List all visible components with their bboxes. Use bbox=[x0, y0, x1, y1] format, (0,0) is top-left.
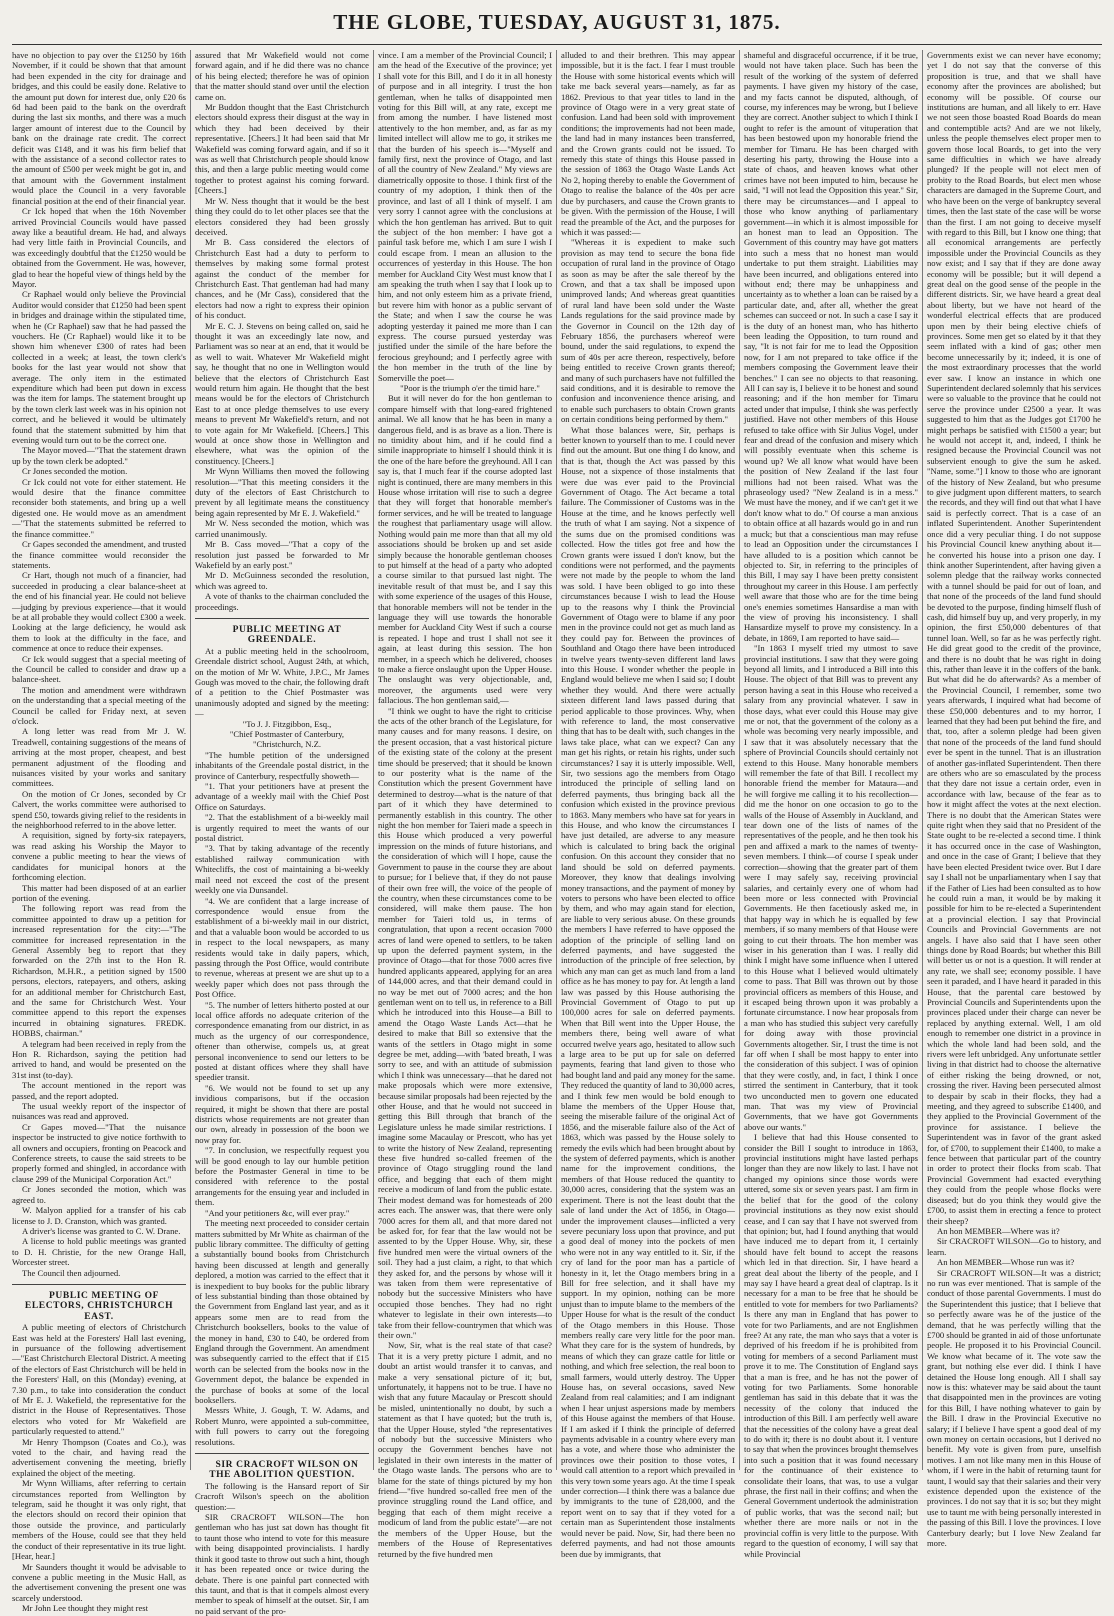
paragraph: What those balances were, Sir, perhaps is better known to yourself than to me. I could never find out the amount. But one thing I do know, and that is that, though the Act was passed by this House, not a sixpence of those instalments that were due was ever paid to the Provincial Government of Otago. The Act became a total failure. The Commissioner of Customs was in the House at the time, and he knows perfectly well the truth of what I am saying. Not a sixpence of the sums due on the promised conditions was collected. How the titles got free and how the Crown grants were issued I don't know, but the conditions were not performed, and the payments were not made by the people to whom the land was sold. I have been obliged to go into these circumstances because I wish to lead the House up to the reasons why I think the Provincial Government of Otago were to blame if any poor men in the province could not get as much land as they could pay for. Between the provinces of Southland and Otago there have been introduced in twelve years twenty-seven different land laws into this House. I wonder whether the people in England would believe me when I said so; I doubt whether they would. And there were actually sixteen different land laws passed during that period applicable to those provinces. Why, when with reference to land, the most conservative thing that has to be dealt with, such changes in the laws take place, what can we expect? Can any man get his rights, or retain his rights, under such circumstances? I say it is utterly impossible. Well, Sir, two sessions ago the members from Otago introduced the principle of selling land on deferred payments, thus bringing back all the confusion which existed in the province previous to 1863. Many members who have sat for years in this House, and who know the circumstances I have just detailed, are adverse to any measure which is calculated to bring back the original confusion. On this account they consider that no land should be sold on deferred payments. Moreover, they know that dealings involving money transactions, and the payment of money by voters to persons who have been elected to office by them, and who may again stand for election, are liable to very serious abuse. On these grounds the members I have referred to have opposed the adoption of the principle of selling land on deferred payments, and have suggested the introduction of the principle of free selection, by which any man can get as much land from a land office as he has money to pay for. At length a land law was passed by this House authorising the Provincial Government of Otago to put up 100,000 acres for sale on deferred payments. When that Bill went into the Upper House, the members there, being well aware of what occurred twelve years ago, hesitated to allow such a large area to be put up for sale on deferred payments, fearing that land given to those who had bought land and paid any money for the same. They reduced the quantity of land to 30,000 acres, and I think few men would be bold enough to blame the members of the Upper House that, seeing the miserable failure of the original Act of 1856, and the miserable failure also of the Act of 1863, which was passed by the House solely to remedy the evils which had been brought about by the system of deferred payments, which is another name for the improvement conditions, the members of that House reduced the quantity to 30,000 acres, considering that the system was an experiment. There is not the least doubt that the sale of land under the Act of 1856, in Otago—under the improvement clauses—inflicted a very severe pecuniary loss upon that province, and put a good deal of money into the pockets of men who were not in any way entitled to it. Sir, if the cry of land for the poor man has a particle of honesty in it, let the Otago members bring in a Bill for free selection, and it shall have my support. In my opinion, nothing can be more unjust than to impute blame to the members of the Upper House for what is the result of the conduct of the Otago members in this House. Those members really care very little for the poor man. What they care for is the system of hundreds, by means of which they can graze cattle for little or nothing, and which free selection, the real boon to small farmers, would utterly destroy. The Upper House has, on several occasions, saved New Zealand from real calamities; and I am indignant when I hear unjust aspersions made by members of this House against the members of that House. If I am asked if I think the principle of deferred payments advisable in a country where every man has a vote, and where those who administer the provinces owe their position to those votes, I would call attention to a report which prevailed in this very town some years ago. At the time I speak under correction—I think there was a balance due by immigrants to the tune of £28,000, and the report went on to say that if they voted for a certain man as Superintendent those instalments would never be paid. Now, Sir, had there been no deferred payments, and had not those amounts been due by immigrants, that bbox=[561, 424, 735, 1559]
paragraph: The Council then adjourned. bbox=[22, 1267, 121, 1278]
paragraph: "5. The number of letters hitherto posted at our local office affords no adequate criterion of the correspondence emanating from our district, in as much as the urgency of our correspondence, oftener than otherwise, compels us, at great personal inconvenience to send our letters to be posted at distant offices where they shall have speedier transit. bbox=[195, 999, 369, 1083]
paragraph: Mr D. McGuinness seconded the resolution, which was agreed to. bbox=[195, 570, 369, 591]
paragraph: have no objection to pay over the £1250 by 16th November, if it could be shown that that amount had been expended in the city for drainage and bridges, and this could be easily done. Relative to the amount put down for interest due, only £20 6s 6d had been paid to the bank on the overdraft during the last six months, and there was a much larger amount of interest due to the Council by bank on the drainage rate credit. The correct deficit was £148, and it was his firm belief that with the assistance of a second collector rates to the amount of £500 per week might be got in, and that amount with the Government instalment would place the Council in a very favorable financial position at the end of their financial year. bbox=[12, 50, 186, 206]
paragraph: Mr B. Cass moved—"That a copy of the resolution just passed be forwarded to Mr Wakefield by an early post." bbox=[195, 539, 369, 570]
paragraph: "4. We are confident that a large increase of correspondence would ensue from the establishment of a bi-weekly mail in our district, and that a valuable boon would be accorded to us in respect to the local newspapers, as many residents would take in daily papers, which, passing through the Post Office, would contribute to revenue, whereas at present we are shut up to a weekly paper which does not pass through the Post Office. bbox=[195, 895, 369, 1000]
paragraph: At a public meeting held in the schoolroom, Greendale district school, August 24th, at which, on the motion of Mr W. White, J.P.C., Mr James Gough was moved to the chair, the following draft of a petition to the Chief Postmaster was unanimously adopted and signed by the meeting:— bbox=[195, 645, 369, 719]
paragraph: Now, Sir, what is the real state of that case? That it is a very pretty picture I admit, and no doubt an artist would transfer it to canvas, and make a very sensational picture of it; but, unfortunately, it happens not to be true. I have no wish that any future Macaulay or Prescott should be misled, unintentionally no doubt, by such a statement as that I have quoted; but the truth is, that the Upper House, styled "the representatives of nobody but the successive Ministers who occupy the Government benches have not legislated in their own interests in the matter of the Otago waste lands. The persons who are to blame for the state of things pictured by my hon friend—"five hundred so-called free men of the province struggling round the Land office, and begging that each of them might receive a modicum of land from the public estate"—are not the members of the Upper House, but the members of the House of Representatives returned by the five hundred men bbox=[378, 1340, 552, 1559]
column-4 bbox=[561, 50, 735, 1559]
section-heading: SIR CRACROFT WILSON ON THE ABOLITION QUESTION. bbox=[209, 1460, 359, 1481]
section-rule bbox=[195, 1453, 369, 1454]
paragraph: A requisition, signed by forty-six ratepayers, was read asking his Worship the Mayor to convene a public meeting to hear the views of candidates for municipal honors at the forthcoming election. bbox=[12, 830, 186, 883]
paragraph: The meeting next proceeded to consider certain matters submitted by Mr White as chairman of the public library committee. The difficulty of getting a substantially bound books from Christchurch having been discussed at length and generally deplored, a motion was carried to the effect that it is inexpedient to buy books for the public library of less substantial binding than those obtained by the Government from England last year, and as it appears some men are to read from the Christchurch booksellers, books to the value of the money in hand, £30 to £40, be ordered from England through the Government. An amendment was subsequently carried to the effect that if £15 worth can be selected from the books now in the Government depot, the balance be expended in the purchase of books at some of the local booksellers. bbox=[195, 1218, 369, 1405]
paragraph: vince. I am a member of the Provincial Council; I am the head of the Executive of the province; yet I shall vote for this Bill, and I do it in all honesty of purpose and in all integrity. I trust the hon gentleman, when he talks of disappointed men voting for this Bill will, at any rate, except me from among the number. I have listened most attentively to the hon member, and, as far as my limited intellect will allow me to go, it strikes me that the burden of his speech is—"Myself and family first, next the province of Otago, and last of all the country of New Zealand." My views are diametrically opposite to those. I think first of the country of my adoption, I think then of the province, and last of all I think of myself. I am very sorry I cannot agree with the conclusions at which the hon gentleman has arrived. But to quit the subject of the hon member: I have got a painful task before me, which I am sure I wish I could escape from. I mean an allusion to the occurrences of yesterday in this House. The hon member for Auckland City West must know that I am speaking the truth when I say that I look up to him, and not only esteem him as a private friend, but revere him with honor as a public servant of the State; and when I saw the course he was adopting yesterday it pained me more than I can express. The course pursued yesterday was justified under the simile of the hare before the ferocious greyhound; and I perfectly agree with the hon member in the truth of the line by Somerville the poet— bbox=[378, 50, 552, 383]
paragraph: The following is the Hansard report of Sir Cracroft Wilson's speech on the abolition question:— bbox=[195, 1480, 369, 1512]
masthead-rule bbox=[12, 44, 1102, 45]
paragraph: Mr Wynn Williams, after referring to certain circumstances reported from Wellington by telegram, said he thought it was only right, that the electors should on record their opinion that those outside the province, and particularly members of the House, could see that they held the conduct of their representative in its true light. [Hear, hear.] bbox=[12, 1478, 186, 1562]
paragraph: alluded to and their brethren. This may appear impossible, but it is the fact. I fear I must trouble the House with some historical events which will take me back several years—namely, as far as 1862. Previous to that year titles to land in the province of Otago were in a very great state of confusion. Land had been sold with improvement conditions; the improvements had not been made, the land had in many instances been transferred, and the Crown grants could not be issued. To remedy this state of things this House passed in the session of 1863 the Otago Waste Lands Act No 2, hoping thereby to enable the Government of Otago to realise the balance of the 40s per acre due by purchasers, and cause the Crown grants to be given. With the permission of the House, I will read the preamble of the Act, and the purposes for which it was passed:— bbox=[561, 50, 735, 237]
masthead bbox=[0, 0, 1114, 40]
paragraph: A public meeting of electors of Christchurch East was held at the Foresters' Hall last evening, in pursuance of the following advertisement—"East Christchurch Electoral District. A meeting of the electors of East Christchurch will be held in the Foresters' Hall, on this (Monday) evening, at 7.30 p.m., to take into consideration the conduct of Mr E. J. Wakefield, the representative for the district in the House of Representatives. Those electors who voted for Mr Wakefield are particularly requested to attend." bbox=[12, 1322, 186, 1437]
paragraph: Messrs White, J. Gough, T. W. Adams, and Robert Munro, were appointed a sub-committee, with full powers to carry out the foregoing resolutions. bbox=[195, 1405, 369, 1447]
paragraph: Sir CRACROFT WILSON—Go to history, and learn. bbox=[927, 1236, 1101, 1257]
section-heading: PUBLIC MEETING AT GREENDALE. bbox=[232, 624, 342, 646]
paragraph: The following report was read from the committee appointed to draw up a petition for increased representation for the city:—"The committee for increased representation in the General Assembly beg to report that they forwarded on the 27th inst to the Hon R. Richardson, M.H.R., a petition signed by 1500 persons, electors, ratepayers, and others, asking for an additional member for Christchurch East, and the same for Christchurch West. Your committee append to this report the expenses incurred in obtaining signatures. FREDK. HOBBS, chairman." bbox=[12, 903, 186, 1039]
paragraph: Sir CRACROFT WILSON—It was a district; no run was ever mentioned. That is sample of the conduct of those parental Governments. I must do the Superintendent this justice; that I believe that so perfectly aware was he of the justice of the demand, that he was perfectly willing that the £700 should be granted in aid of those unfortunate people. He proposed it to his Provincial Council. We know what became of it. The vote saw the grant, but nothing else ever did. I think I have detained the House long enough. All I shall say now is this: whatever may be said about the taunt that disappointed men in the provinces are voting for this Bill, I have nothing whatever to gain by the Bill. I draw in the Provincial Executive no salary; if I believe I have spent a good deal of my own money on certain occasions, but I derived no benefit. My vote is given from pure, unselfish motives. I am not like many men in this House of whom, if I were in the habit of returning taunt for taunt, I would say that their salaries and their very existence depended upon the existence of the provinces. I do not say that it is so; but they might use to taunt me with being personally interested in the passing of this Bill. I love the provinces. I love Canterbury dearly; but I love New Zealand far more. bbox=[927, 1267, 1101, 1549]
quote-line: "Poor is the triumph o'er the timid hare." bbox=[400, 383, 540, 393]
paragraph: "And your petitioners &c, will ever pray." bbox=[205, 1207, 350, 1218]
paragraph: The motion and amendment were withdrawn on the understanding that a special meeting of the Council be called for Friday next, at seven o'clock. bbox=[12, 684, 186, 726]
address-line: "Chief Postmaster of Canterbury, bbox=[229, 729, 345, 739]
paragraph: Mr John Lee thought they might rest bbox=[22, 1603, 149, 1614]
column-2 bbox=[195, 50, 369, 1616]
paragraph: Cr Gapes seconded the amendment, and trusted the finance committee would reconsider the statements. bbox=[12, 539, 186, 570]
paragraph: "Whereas it is expedient to make such provision as may tend to secure the bona fide occupation of rural land in the province of Otago as soon as may be after the sale thereof by the Crown, and that a tax shall be imposed upon unimproved lands; And whereas great quantities of rural land have been sold under the Waste Lands regulations for the said province made by the Governor in Council on the 12th day of February 1856, the purchasers whereof were bound, under the said regulations, to expend the sum of 40s per acre thereon, respectively, before being entitled to receive Crown grants thereof; and many of such purchasers have not fulfilled the said conditions, and it is desirable to remove the confusion and inconvenience thence arising, and to enable such purchasers to obtain Crown grants on certain conditions being performed by them." bbox=[561, 237, 735, 425]
address-line: "To J. J. Fitzgibbon, Esq., bbox=[242, 718, 332, 729]
paragraph: "1. That your petitioners have at present the advantage of a weekly mail with the Chief Post Office on Saturdays. bbox=[195, 781, 369, 812]
section-rule bbox=[12, 1284, 186, 1285]
paragraph: A telegram had been received in reply from the Hon R. Richardson, saying the petition had arrived to hand, and would be presented on the 31st inst (to-day). bbox=[12, 1038, 186, 1080]
paragraph: Cr Ick could not vote for either statement. He would desire that the finance committee reconsider both statements, and bring up a well digested one. He would move as an amendment—"That the statements submitted be referred to the finance committee." bbox=[12, 476, 186, 539]
column-rule bbox=[922, 50, 923, 1470]
paragraph: Cr Jones seconded the motion. bbox=[22, 466, 128, 477]
paragraph: The Mayor moved—"That the statement drawn up by the town clerk be adopted." bbox=[12, 445, 186, 466]
paragraph: But it will never do for the hon gentleman to compare himself with that long-eared frightened animal. We all know that he has been in many a dangerous field, and is as brave as a lion. There is no timidity about him, and if he could find a simile inappropriate to himself I should think it is the one of the hare before the greyhound. All I can say is, that I much fear if the course adopted last night is continued, there are many members in this House whose irritation will rise to such a degree that they will forget that honorable member's former services, and he will be treated to language the roughest that parliamentary usage will allow. Nothing would pain me more than that all my old associations should be broken up and set aside simply because the honorable gentleman chooses to put himself at the head of a party who adopted a course similar to that pursued last night. The inevitable result of that must be, and I say this with some experience of the usages of this House, that honorable members will not be tender in the language they will use towards the honorable member for Auckland City West if such a course is repeated. I hope and trust I shall not see it again, at least during this session. The hon member, in a speech which he delivered, chooses to make a fierce onslaught upon the Upper House. The onslaught was very objectionable, and, moreover, the arguments used were very fallacious. The hon gentleman said,— bbox=[378, 393, 552, 706]
paragraph: A license to hold public meetings was granted to D. H. Christie, for the new Orange Hall, Worcester street. bbox=[12, 1236, 186, 1268]
paragraph: "The humble petition of the undersigned inhabitants of the Greendale postal district, in the province of Canterbury, respectfully showeth— bbox=[195, 749, 369, 781]
address-line: "Christchurch, N.Z. bbox=[253, 739, 321, 750]
masthead-title: THE GLOBE, TUESDAY, AUGUST 31, 1875. bbox=[333, 10, 781, 34]
column-rule bbox=[556, 50, 557, 1470]
paragraph: I believe that had this House consented to consider the Bill I sought to introduce in 1863, provincial institutions might have lasted perhaps longer than they are now likely to last. I have not changed my opinions since those words were uttered, some six or seven years past. I am firm in the belief that for the good of the colony provincial institutions as they now exist should cease, and I can say that I have not swerved from that opinion; but, had I found anything that would have induced me to depart from it, I certainly should have felt bound to accept the reasons which led in that direction. Sir, I have heard a great deal about the liberty of the people, and I may say I have heard a great deal of claptrap. Is it necessary for a man to be free that he should be entitled to vote for members for two Parliaments? Is there any man in England that has power to vote for two Parliaments, and are not Englishmen free? At any rate, the man who says that a voter is deprived of his freedom if he is prohibited from voting for members of a second Parliament must prove it to me. The Constitution of England says that a man is free, and he has not the power of voting for two Parliaments. Some honorable gentleman has said in this debate that it was the necessity of the colony that induced the introduction of this Bill. I am perfectly well aware that the necessities of the colony have a great deal to do with it; there is no doubt about it. I venture to say that when the provinces brought themselves into such a position that it was found necessary for the continuance of their existence to consolidate their loans, that was, to use a vulgar phrase, the first nail in their coffins; and when the General Government undertook the administration of public works, that was the second nail; but whether there are more nails or not in the provincial coffin is very little to the purpose. With regard to the question of economy, I will say that while Provincial bbox=[744, 1132, 918, 1559]
paragraph: Mr W. Ness thought that it would be the best thing they could do to let other places see that the electors considered they had been grossly deceived. bbox=[195, 195, 369, 237]
paragraph: Cr Hart, though not much of a financier, had succeeded in producing a clear balance-sheet at the end of his financial year. He could not believe—judging by previous experience—that it would be at all probable they would collect £300 a week. Looking at the large deficiency, he would ask them to look at the difficulty in the face, and commence at once to reduce their expenses. bbox=[12, 570, 186, 654]
paragraph: A vote of thanks to the chairman concluded the proceedings. bbox=[195, 591, 369, 612]
paragraph: assured that Mr Wakefield would not come forward again, and if he did there was no chance of his being elected; therefore he was of opinion that the matter should stand over until the election came on. bbox=[195, 50, 369, 102]
paragraph: Mr Saunders thought it would be advisable to convene a public meeting in the Music Hall, as the advertisement convening the present one was scarcely understood. bbox=[12, 1561, 186, 1603]
paragraph: Cr Ick would suggest that a special meeting of the Council be called to consider and draw up a balance-sheet. bbox=[12, 653, 186, 685]
column-1 bbox=[12, 50, 186, 1614]
paragraph: Cr Raphael would only believe the Provincial Auditor would consider that £1250 had been spent in bridges and drainage within the stipulated time, when he (Cr Raphael) saw that he had passed the vouchers. He (Cr Raphael) would like it to be shown him whenever £300 of rates had been collected in a week; at least, the town clerk's books for the last year would not show that average. The only item in the estimated expenditure which had been put down in excess was the item for lamps. The statement brought up by the town clerk last week was in his opinion not correct, and he believed it would be ultimately found that the statement submitted by him that evening would turn out to be the correct one. bbox=[12, 289, 186, 446]
paragraph: Mr Wynn Williams then moved the following resolution—"That this meeting considers it the duty of the electors of East Christchurch to prevent by all legitimate means the constituency being again represented by Mr E. J. Wakefield." bbox=[195, 466, 369, 518]
section-heading: PUBLIC MEETING OF ELECTORS, CHRISTCHURCH EAST. bbox=[24, 1290, 174, 1322]
column-rule bbox=[373, 50, 374, 1470]
paragraph: Mr Henry Thompson (Coates and Co.), was voted to the chair, and having read the advertisement convening the meeting, briefly explained the object of the meeting. bbox=[12, 1436, 186, 1478]
paragraph: An hon MEMBER—Where was it? bbox=[937, 1225, 1060, 1236]
paragraph: Mr W. Ness seconded the motion, which was carried unanimously. bbox=[195, 518, 369, 539]
paragraph: "3. That by taking advantage of the recently established railway communication with Whitecliffs, the cost of maintaining a bi-weekly mail need not exceed the cost of the present weekly one via Dunsandel. bbox=[195, 843, 369, 896]
paragraph: W. Malyon applied for a transfer of his cab license to J. D. Cranston, which was granted. bbox=[12, 1205, 186, 1226]
columns bbox=[12, 50, 1102, 1616]
paragraph: Mr B. Cass considered the electors of Christchurch East had a duty to perform to themselves by making some formal protest against the conduct of the member for Christchurch East. That gentleman had had many chances, and he (Mr Cass), considered that the electors had now a right to express their opinion of his conduct. bbox=[195, 237, 369, 321]
paragraph: Cr Gapes moved—"That the nuisance inspector be instructed to give notice forthwith to all owners and occupiers, fronting on Peacock and Conference streets, to cause the said streets to be properly formed and shingled, in accordance with clause 299 of the Municipal Corporation Act." bbox=[12, 1121, 186, 1184]
column-rule bbox=[190, 50, 191, 1470]
column-rule bbox=[739, 50, 740, 1470]
paragraph: Governments exist we can never have economy; yet I do not say that the converse of this proposition is true, and that we shall have economy after the provinces are abolished; but economy will be possible. Of course our institutions are human, and all likely to err. Have we not seen those boasted Road Boards do mean and contemptible acts? And are we not likely, unless the people themselves elect proper men to govern those local Boards, to get into the very same difficulties in which we have already plunged? If the people will not elect men of probity to the Road Boards, but elect men whose characters are damaged in the Supreme Court, and who have been on the verge of bankruptcy several times, then the last state of the case will be worse than the first. I am not going to deceive myself with regard to this Bill, but I know one thing; that all economical arrangements are perfectly impossible under the Provincial Councils as they now exist; and I say that if they are done away economy will be possible; but it will depend a great deal on the good sense of the people in the different districts. Sir, we have heard a great deal about liberty, but we have not heard of the wonderful electrical effects that are produced upon men by their being elective chiefs of provinces. Some men get so elated by it that they seem inflated with a kind of gas; other men become unnecessarily by it; indeed, it is one of the most extraordinary processes that the world ever saw. I know an instance in which one Superintendent declared solemnly that his services were so valuable to the province that he could not serve the province under £2500 a year. It was suggested to him that as the Judges got £1700 he might perhaps be satisfied with £1500 a year; but he would not accept it, and, indeed, I think he resigned because the Provincial Council was not subservient enough to give the sum he asked. "Name, some."] I know to those who are ignorant of the history of New Zealand, but who presume to give judgment upon different matters, to search the records, and they will find out that what I have said is perfectly correct. That is a case of an inflated Superintendent. Another Superintendent once did a very peculiar thing. I do not suppose his Provincial Council knew anything about it—he converted his house into a prison one day. I think another Superintendent, after having given a solemn pledge that the railway works connected with a tunnel should be paid for out of loan, and that none of the proceeds of the land fund should be devoted to the purpose, finding himself flush of cash, did himself buy up, and very properly, in my opinion, the first £50,000 debentures of that tunnel loan. Well, so far as he was perfectly right. He did great good to the credit of the province, and there is no doubt that he was right in doing this, rather than leave it in the coffers of the bank. But what did he do afterwards? As a member of the Provincial Council, I remember, some two years afterwards, I inquired what had become of these £50,000 debentures and to my horror, I learned that they had been put behind the fire, and that, too, after a solemn pledge had been given that none of the proceeds of the land fund should ever be spent in the tunnel. That is an illustration of another gas-inflated Superintendent. Then there are others who are so emasculated by the process that they dare not issue a certain order, even in accordance with law, because of the fear as to how it might affect the votes at the next election. There is no doubt that the American States were quite right when they said that no President of the State ought to be re-elected a second time. I think it has occurred once in the case of Washington, and once in the case of Grant; I believe that they have been elected President twice over. But I dare say I shall not be unparliamentary when I say that if the Father of Lies had been consulted as to how he could ruin a man, it would be by making it possible for him to be re-elected a Superintendent at a provincial election. I say that Provincial Councils and Provincial Governments are not angels. I have also said that I have seen other things done by Road Boards; but whether this Bill will better us or not is a question. It will render at any rate, we shall see; economy possible. I have seen it paraded, and I have heard it paraded in this House, that the parental care bestowed by Provincial Councils and Superintendents upon the provinces placed under their charge can never be replaced by anything external. Well, I am old enough to remember one district in a province in which the whole land had been sold, and the rivers were left unbridged. Any unfortunate settler living in that district had to choose the alternative of either risking the being drowned, or not, crossing the river. Having been persecuted almost to despair by scab in their flocks, they had a meeting, and they agreed to subscribe £1400, and they applied to the Provincial Government of the province for assistance. I believe the Superintendent was in favor of the grant asked for, of £700, to supplement their £1400, to make a fence between that particular part of the country in order to protect their flocks from scab. That Provincial Government had exacted everything they could from the people whose flocks were diseased; but do you think they would give the £700, to assist them in erecting a fence to protect their sheep? bbox=[927, 50, 1101, 1226]
paragraph: shameful and disgraceful occurrence, if it be true, would not have taken place. Such has been the result of the working of the system of deferred payments. I have given my history of the case, and my facts cannot be disputed, although, of course, my inferences may be wrong, but I believe they are correct. Another subject to which I think I ought to refer is the amount of vituperation that has been bestowed upon my honorable friend the member for Timaru. He has been charged with deserting his party, throwing the House into a state of chaos, and heaven knows what other crimes have not been imputed to him, because he said, "I will not lead the Opposition this year." Sir, there may be circumstances—and I appeal to those who know anything of parliamentary government—in which it is almost impossible for an honest man to lead an Opposition. The Government of this country may have got matters into such a mess that no honest man would undertake to put them straight. Liabilities may have been incurred, and obligations entered into without end; there may be unhappiness and uncertainty as to whether a loan can be raised by a particular date, and, after all, whether the great schemes can succeed or not. In such a case I say it is the duty of an honest man, who has hitherto been leading the Opposition, to turn round and say, "It is not fair for me to lead the Opposition now, for I am not prepared to take office if the members composing the Government leave their benches." I can see no objects to that reasoning. All I can say is, I believe it to be honest and sound reasoning; and if the hon member for Timaru acted under that impulse, I think she was perfectly justified. Have not other members of this House refused to take office with Sir Julius Vogel, under fear and dread of the confusion and misery which will possibly eventuate when this scheme is wound up? We all know what would have been the position of New Zealand if the last four millions had not been raised. What was the phraseology used? "New Zealand is in a mess." We must have the money, and if we can't get it we don't know what to do." Of course a man anxious to obtain office at all hazards would go in and run a muck; but that a conscientious man may refuse to lead an Opposition under the circumstances I have alluded to is a position which cannot be objected to. Sir, in referring to the principles of this Bill, I may say I have been pretty consistent throughout my career in this House. I am perfectly well aware that those who are for the time being one's enemies sometimes Hansardise a man with the view of proving his inconsistency. I shall Hansardize myself to prove my consistency. In a debate, in 1869, I am reported to have said— bbox=[744, 50, 918, 643]
paragraph: Cr Jones seconded the motion, which was agreed to. bbox=[12, 1184, 186, 1205]
paragraph: The usual weekly report of the inspector of nuisances was read and approved. bbox=[12, 1101, 186, 1122]
paragraph: SIR CRACROFT WILSON—The hon gentleman who has just sat down has thought fit to taunt those who intend to vote for this measure with being disappointed provincialists. I hardly think it good taste to throw out such a hint, though it has been repeated once or twice during the debate. There is one painful part connected with this taunt, and that is that it compels almost every member to speak of himself at the outset. Sir, I am no paid servant of the pro- bbox=[195, 1512, 369, 1616]
paragraph: On the motion of Cr Jones, seconded by Cr Calvert, the works committee were authorised to spend £50, towards giving relief to the residents in the neighborhood referred to in the above letter. bbox=[12, 788, 186, 831]
paragraph: "7. In conclusion, we respectfully request you will be good enough to lay our humble petition before the Postmaster General in time to be considered with reference to the postal arrangements for the ensuing year and included in them. bbox=[195, 1145, 369, 1208]
paragraph: This matter had been disposed of at an earlier portion of the evening. bbox=[12, 882, 186, 903]
paragraph: A driver's license was granted to C. W. Drane. bbox=[22, 1225, 181, 1236]
column-6 bbox=[927, 50, 1101, 1549]
paragraph: "2. That the establishment of a bi-weekly mail is urgently required to meet the wants of our postal district. bbox=[195, 812, 369, 844]
section-rule bbox=[195, 618, 369, 619]
paragraph: Mr E. C. J. Stevens on being called on, said he thought it was an exceedingly late now, and Parliament was so near at an end, that it would be as well to wait. Whatever Mr Wakefield might say, he thought that no one in Wellington would believe that the electors of Christchurch East would return him again. He thought that the best means would be for the electors of Christchurch East to at once pledge themselves to use every means to prevent Mr Wakefield's return, and not to vote again for Mr Wakefield. [Cheers.] This would at once show those in Wellington and elsewhere, what was the opinion of the constituency. [Cheers.] bbox=[195, 320, 369, 466]
paragraph: "6. We would not be found to set up any invidious comparisons, but if the occasion required, it might be shown that there are postal districts whose requirements are not greater than our own, already in possession of the boon we now pray for. bbox=[195, 1082, 369, 1145]
paragraph: An hon MEMBER—Whose run was it? bbox=[937, 1257, 1075, 1268]
paragraph: "In 1863 I myself tried my utmost to save provincial institutions. I saw that they were going beyond all limits, and I introduced a Bill into this House. The object of that Bill was to prevent any person having a seat in this House who received a salary from any provincial whatever. I saw in those days, what ever could this House may give me or not, that the government of the colony as a whole was becoming very nearly impossible, and I saw that it was absolutely necessary that the sphere of Provincial Councils should certainly not extend to this House. Many honorable members will remember the fate of that Bill. I recollect my honorable friend the member for Mataura—and he will forgive me calling it to his recollection—did me the honor on one occasion to go to the walls of the House of Assembly in Auckland, and tear down one of the lists of names of the representatives of the people, and he then took his pen and affixed a mark to the names of twenty-seven members. I think—of course I speak under correction—showing that the greater part of them were I may safely say, receiving provincial salaries, and certainly every one of whom had been more or less connected with Provincial Governments. He then facetiously asked me, in that happy way in which he is equalled by few members, if so many members of that House were going to cut their throats. The hon member was wiser in his generation than I was. I really did think I might have some influence when I uttered to this House what I believed would ultimately come to pass. That Bill was thrown out by those provincial officers as members of this House, and it escaped being thrown upon it was probably a fortunate circumstance. I now hear proposals from a man who has studied this subject very carefully for doing away with those provincial Governments altogether. Sir, I trust the time is not far off when I shall be most happy to enter into the consideration of this subject. I was of opinion that they were costly, and, in fact, I think I once stirred the sentiment in Canterbury, that it took two unconducted men to govern one educated man. That was my view of Provincial Governments, that we have got Governments above our wants." bbox=[744, 643, 918, 1132]
paragraph: Cr Ick hoped that when the 16th November arrived Provincial Councils would have passed away like a beautiful dream. He had, and always had very little faith in Provincial Councils, and was exceedingly doubtful that the £1250 would be obtained from the Government. He was, however, glad to hear the hopeful view of things held by the Mayor. bbox=[12, 206, 186, 289]
column-5 bbox=[744, 50, 918, 1559]
paragraph: The account mentioned in the report was passed, and the report adopted. bbox=[12, 1080, 186, 1101]
paragraph: "I think we ought to have the right to criticise the acts of the other branch of the Legislature, for many causes and for many reasons. I desire, on the present occasion, that a vast historical picture of the existing state of the colony at the present time should be preserved; that it should be known to our posterity what is the name of the Constitution which the present Government have determined to destroy—what is the nature of that part of it which they have determined to permanently establish in this country. The other night the hon member for Taieri made a speech in this House which produced a very powerful impression on the minds of future historians, and the consideration of which will I hope, cause the Government to pause in the course they are about to pursue; for I believe that, if they do not pause of their own free will, the voice of the people of the country, when these circumstances come to be considered, will make them pause. The hon member for Taieri told us, in terms of congratulation, that upon a recent occasion 7000 acres of land were opened to settlers, to be taken up upon the deferred payment system, in the province of Otago—that for those 7000 acres five hundred applicants appeared, applying for an area of 144,000 acres, and that their demand could in no way be met out of 7000 acres; and the hon gentleman went on to tell us, in reference to a Bill which he introduced into this House—a Bill to amend the Otago Waste Lands Act—that he desired to make that Bill so extensive that the wants of the settlers in Otago might in some degree be met, adding—with 'bated breath, I was sorry to see, and with an attitude of submission which I think was unnecessary—that he dared not make proposals which were more extensive, because similar proposals had been rejected by the other House, and that he would not succeed in getting this Bill through that branch of the Legislature unless he made similar restrictions. I imagine some Macaulay or Prescott, who has yet to write the history of New Zealand, representing these five hundred so-called freemen of the province of Otago struggling round the land office, and begging that each of them might receive a modicum of land from the public estate. Their modest demand was for homesteads of 200 acres each. The answer was, that there were only 7000 acres for them all, and that more dared not be asked for, for fear that the law would not be assented to by the Upper House. Why, sir, these five hundred men were the virtual owners of the soil. They had a just claim, a right, to that which they asked for, and the persons by whose will it was taken from them were representative of nobody but the successive Ministers who have occupied those benches. They had no right whatever to legislate in their own interests—to take from their fellow-countrymen that which was their own." bbox=[378, 705, 552, 1340]
paragraph: A long letter was read from Mr J. W. Treadwell, containing suggestions of the means of arriving at the most proper, cheapest, and best permanent adjustment of the flooding and nuisances visited by your works and sanitary committees. bbox=[12, 726, 186, 789]
column-3 bbox=[378, 50, 552, 1559]
paragraph: Mr Buddon thought that the East Christchurch electors should express their disgust at the way in which they had been deceived by their representative. [Cheers.] It had been said that Mr Wakefield was coming forward again, and if so it was as well that Christchurch people should know this, and then a large public meeting would come together to protest against his coming forward. [Cheers.] bbox=[195, 102, 369, 196]
